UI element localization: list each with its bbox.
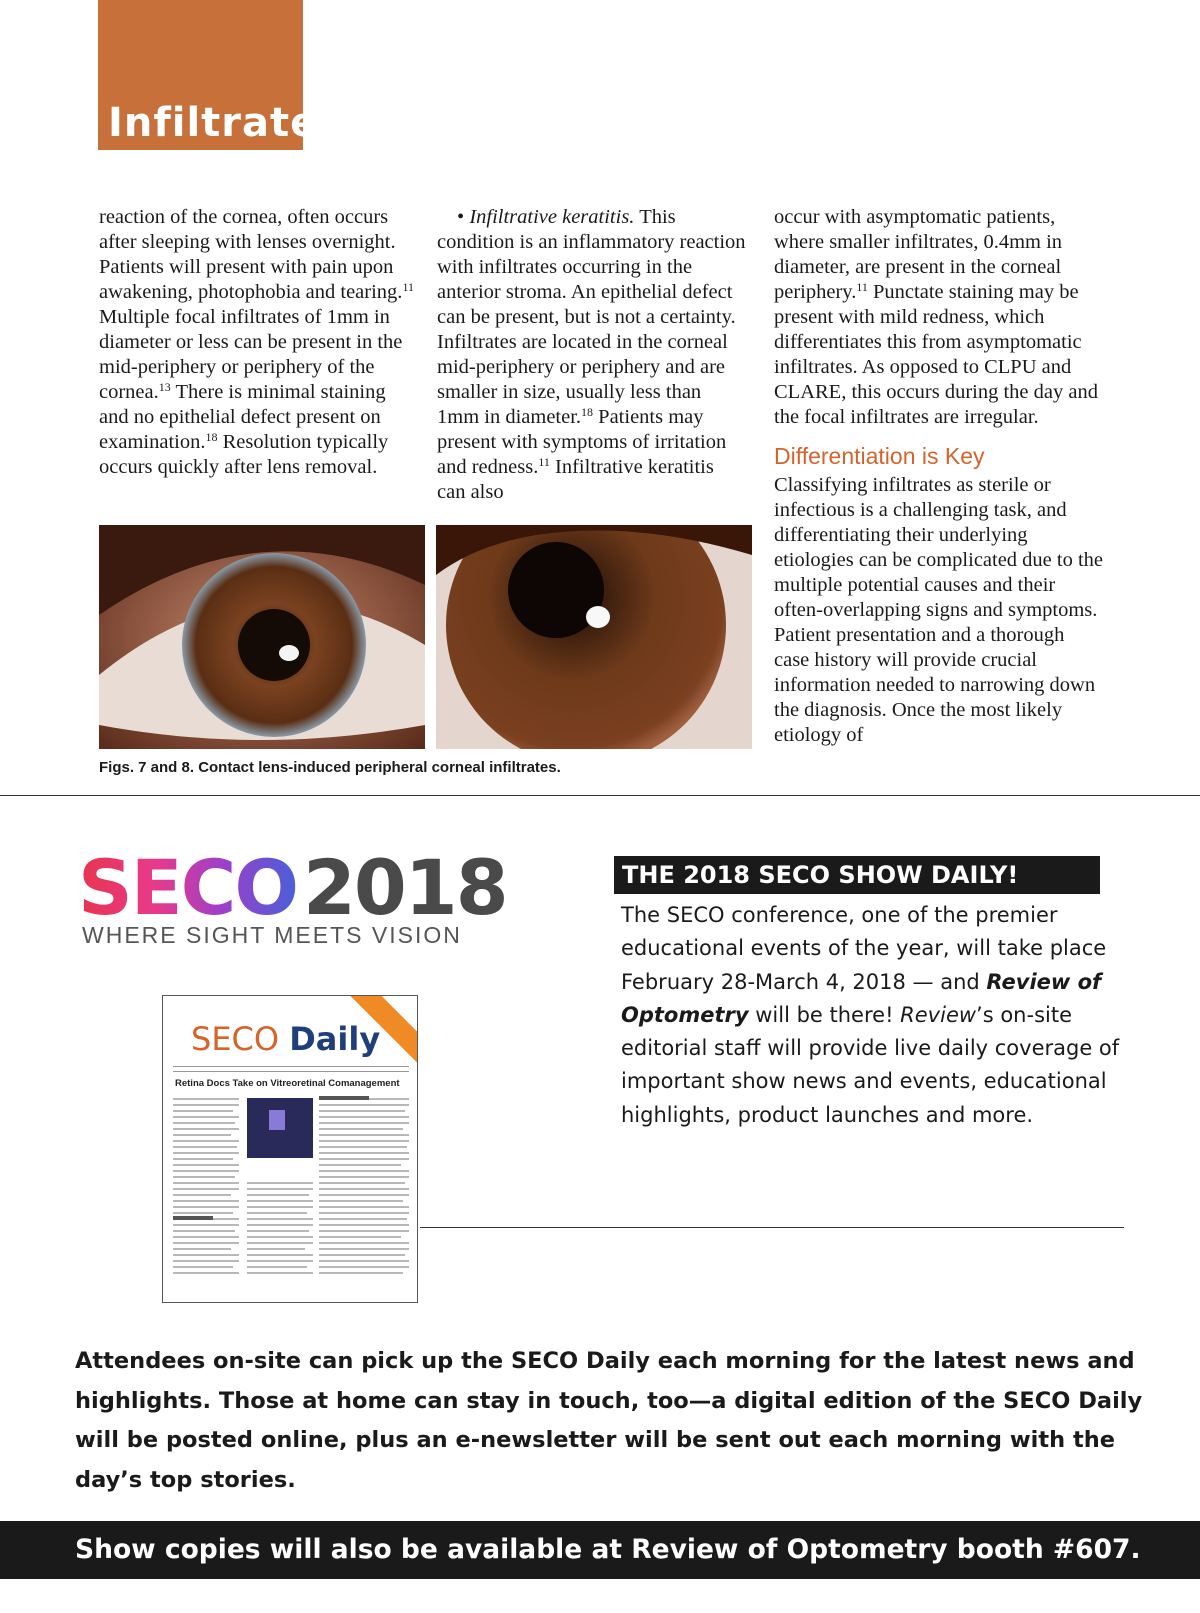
article-column-3 [774,205,1104,748]
eye-photo-fig8 [436,525,752,749]
figure-caption: Figs. 7 and 8. Contact lens-induced peripheral corneal infiltrates. [99,759,561,776]
paragraph: occur with asymptomatic patients, where smaller infiltrates, 0.4mm in diameter, are present in the corneal periphery.$^{11}$ Punctate staining may be present with mild redness, which differentiates this from asymptomatic infiltrates. As opposed to CLPU and CLARE, this occurs during the day and the focal infiltrates are irregular. [774,206,1098,428]
term: Infiltrative keratitis. [469,206,635,228]
cover-text-columns [173,1096,409,1296]
cover-title: SECO Daily [191,1020,381,1058]
ad-body-text: The SECO conference, one of the premier educational events of the year, will take place February 28-March 4, 2018 — and Review of Optometry will be there! Review’s on-site editorial staff will provide live daily coverage of important show news and events, educational highlights, product launches and more. [621,903,1120,1127]
paragraph: • Infiltrative keratitis. This condition is an inflammatory reaction with infiltrates occurring in the anterior stroma. An epithelial defect can be present, but is not a certainty. Infiltrates are located in the corneal mid-periphery or periphery and are smaller in size, usually less than 1mm in diameter.$^{18}$ Patients may present with symptoms of irritation and redness.$^{11}$ Infiltrative keratitis can also [437,206,746,503]
publication-name-short: Review [900,1002,977,1027]
seco-2018-logo: SECO2018 [78,843,507,932]
subheading: Differentiation is Key [774,443,985,469]
article-column-1 [99,205,414,480]
paragraph: reaction of the cornea, often occurs after sleeping with lenses overnight. Patients will present with pain upon awakening, photophobia and tearing.$^{11}$ Multiple focal infiltrates of 1mm in diameter or less can be present in the mid-periphery or periphery of the cornea.$^{13}$ There is minimal staining and no epithelial defect present on examination.$^{18}$ Resolution typically occurs quickly after lens removal. [99,206,414,478]
section-title: Infiltrates [108,100,344,146]
seco-daily-cover-image [162,995,418,1303]
ad-footer-text: Attendees on-site can pick up the SECO Daily each morning for the latest news and highlights. Those at home can stay in touch, too—a digital edition of the SECO Daily will be posted online, plus an e-newsletter will be sent out each morning with the day’s top stories. [75,1348,1143,1493]
ad-divider [420,1227,1124,1228]
article-column-2 [437,205,747,505]
eye-photo-fig7 [99,525,425,749]
cover-masthead-rule [173,1066,409,1072]
section-divider [0,795,1200,796]
paragraph: Classifying infiltrates as sterile or infectious is a challenging task, and differentiating their underlying etiologies can be complicated due to the multiple potential causes and their often-overlapping signs and symptoms. Patient presentation and a thorough case history will provide crucial information needed to narrowing down the diagnosis. Once the most likely etiology of [774,474,1104,746]
cover-headline: Retina Docs Take on Vitreoretinal Comanagement [175,1078,400,1089]
publication-name: Review of Optometry [621,969,1102,1027]
ad-banner: Show copies will also be available at Review of Optometry booth #607. [0,1521,1200,1579]
seco-tagline: WHERE SIGHT MEETS VISION [82,922,462,948]
section-tab [98,0,344,150]
ad-heading: THE 2018 SECO SHOW DAILY! [614,856,1100,894]
